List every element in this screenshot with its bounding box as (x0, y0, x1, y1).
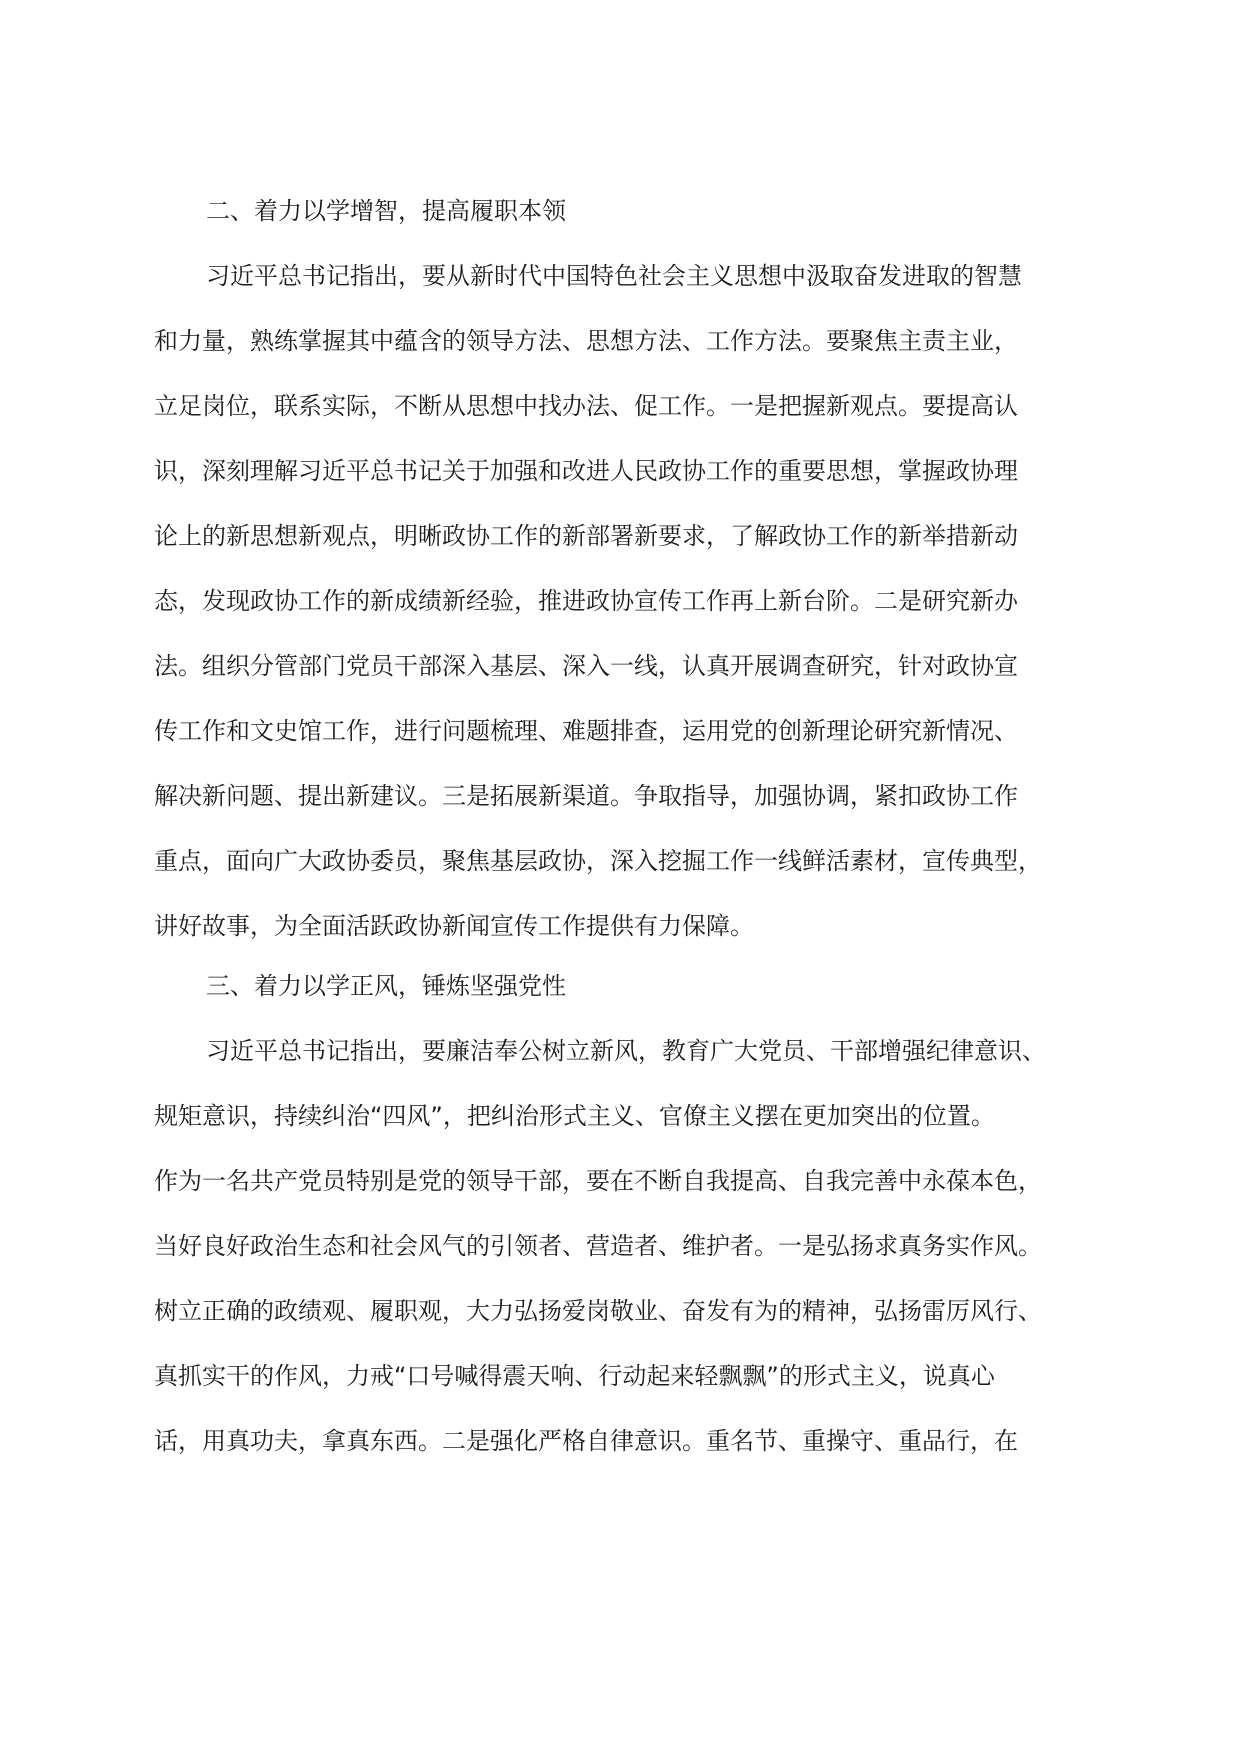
paragraph-line: 真抓实干的作风，力戒“口号喊得震天响、行动起来轻飘飘”的形式主义，说真心 (154, 1362, 995, 1390)
section-heading-2: 二、着力以学增智，提高履职本领 (206, 197, 566, 225)
section-heading-3: 三、着力以学正风，锤炼坚强党性 (206, 972, 566, 1000)
paragraph-line: 法。组织分管部门党员干部深入基层、深入一线，认真开展调查研究，针对政协宣 (154, 652, 1018, 680)
paragraph-line: 传工作和文史馆工作，进行问题梳理、难题排查，运用党的创新理论研究新情况、 (154, 717, 1018, 745)
paragraph-line: 讲好故事，为全面活跃政协新闻宣传工作提供有力保障。 (154, 912, 754, 940)
paragraph-line: 习近平总书记指出，要廉洁奉公树立新风，教育广大党员、干部增强纪律意识、 (206, 1037, 1046, 1065)
paragraph-line: 习近平总书记指出，要从新时代中国特色社会主义思想中汲取奋发进取的智慧 (206, 262, 1022, 290)
paragraph-line: 话，用真功夫，拿真东西。二是强化严格自律意识。重名节、重操守、重品行，在 (154, 1427, 1018, 1455)
paragraph-line: 规矩意识，持续纠治“四风”，把纠治形式主义、官僚主义摆在更加突出的位置。 (154, 1102, 995, 1130)
paragraph-line: 重点，面向广大政协委员，聚焦基层政协，深入挖掘工作一线鲜活素材，宣传典型， (154, 847, 1042, 875)
paragraph-line: 树立正确的政绩观、履职观，大力弘扬爱岗敬业、奋发有为的精神，弘扬雷厉风行、 (154, 1297, 1042, 1325)
paragraph-line: 态，发现政协工作的新成绩新经验，推进政协宣传工作再上新台阶。二是研究新办 (154, 587, 1018, 615)
paragraph-line: 和力量，熟练掌握其中蕴含的领导方法、思想方法、工作方法。要聚焦主责主业， (154, 327, 1018, 355)
section-2-paragraph (154, 260, 1064, 942)
paragraph-line: 立足岗位，联系实际，不断从思想中找办法、促工作。一是把握新观点。要提高认 (154, 392, 1018, 420)
paragraph-line: 论上的新思想新观点，明晰政协工作的新部署新要求，了解政协工作的新举措新动 (154, 522, 1018, 550)
paragraph-line: 当好良好政治生态和社会风气的引领者、营造者、维护者。一是弘扬求真务实作风。 (154, 1232, 1042, 1260)
paragraph-line: 作为一名共产党员特别是党的领导干部，要在不断自我提高、自我完善中永葆本色， (154, 1167, 1042, 1195)
section-3-paragraph (154, 1035, 1064, 1457)
paragraph-line: 解决新问题、提出新建议。三是拓展新渠道。争取指导，加强协调，紧扣政协工作 (154, 782, 1018, 810)
paragraph-line: 识，深刻理解习近平总书记关于加强和改进人民政协工作的重要思想，掌握政协理 (154, 457, 1018, 485)
